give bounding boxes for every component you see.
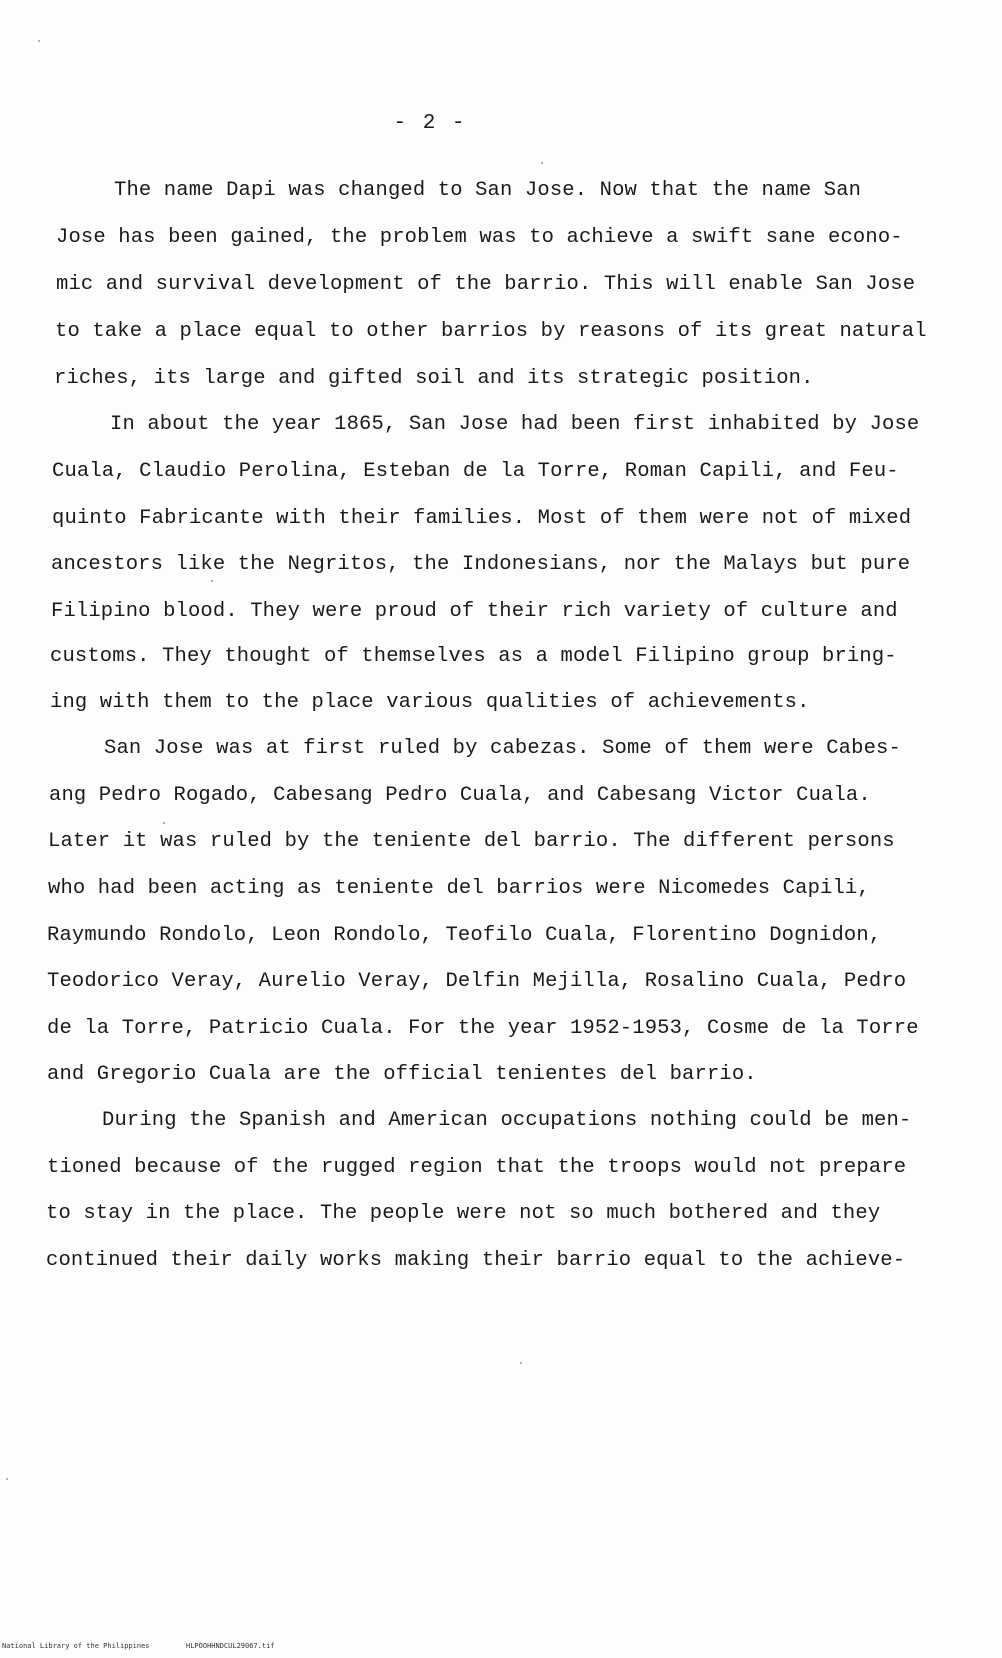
text-line: tioned because of the rugged region that the troops would not prepare bbox=[47, 1156, 907, 1179]
text-line: ang Pedro Rogado, Cabesang Pedro Cuala, and Cabesang Victor Cuala. bbox=[49, 784, 871, 807]
text-line: who had been acting as teniente del barrios were Nicomedes Capili, bbox=[48, 877, 870, 900]
text-line: ing with them to the place various qualities of achievements. bbox=[50, 691, 810, 714]
scan-speck bbox=[38, 40, 40, 42]
text-line: Later it was ruled by the teniente del barrio. The different persons bbox=[48, 830, 895, 853]
text-line: de la Torre, Patricio Cuala. For the year 1952-1953, Cosme de la Torre bbox=[47, 1017, 919, 1040]
scan-speck bbox=[541, 162, 543, 164]
text-line: San Jose was at first ruled by cabezas. Some of them were Cabes- bbox=[104, 737, 901, 760]
text-line: During the Spanish and American occupations nothing could be men- bbox=[102, 1109, 912, 1132]
text-line: continued their daily works making their barrio equal to the achieve- bbox=[46, 1249, 906, 1272]
scan-speck bbox=[520, 1362, 522, 1364]
text-line: In about the year 1865, San Jose had been first inhabited by Jose bbox=[110, 413, 920, 436]
footer-filename: HLPOOHHNDCUL29067.tif bbox=[186, 1642, 275, 1650]
text-line: quinto Fabricante with their families. Most of them were not of mixed bbox=[52, 507, 912, 530]
text-line: Jose has been gained, the problem was to achieve a swift sane econo- bbox=[56, 226, 903, 249]
footer-library: National Library of the Philippines bbox=[2, 1642, 150, 1650]
text-line: ancestors like the Negritos, the Indonesians, nor the Malays but pure bbox=[51, 553, 911, 576]
text-line: to stay in the place. The people were not so much bothered and they bbox=[46, 1202, 881, 1225]
scan-speck bbox=[211, 580, 213, 582]
text-line: Raymundo Rondolo, Leon Rondolo, Teofilo Cuala, Florentino Dognidon, bbox=[47, 924, 882, 947]
text-line: riches, its large and gifted soil and its strategic position. bbox=[54, 367, 814, 390]
text-line: and Gregorio Cuala are the official tenientes del barrio. bbox=[47, 1063, 757, 1086]
text-line: The name Dapi was changed to San Jose. Now that the name San bbox=[114, 179, 862, 202]
scan-speck bbox=[163, 822, 165, 824]
text-line: to take a place equal to other barrios by reasons of its great natural bbox=[55, 320, 927, 343]
text-line: mic and survival development of the barrio. This will enable San Jose bbox=[56, 273, 916, 296]
scan-speck bbox=[6, 1478, 8, 1480]
text-line: Cuala, Claudio Perolina, Esteban de la Torre, Roman Capili, and Feu- bbox=[52, 460, 899, 483]
text-line: Teodorico Veray, Aurelio Veray, Delfin Mejilla, Rosalino Cuala, Pedro bbox=[47, 970, 907, 993]
text-line: customs. They thought of themselves as a model Filipino group bring- bbox=[50, 645, 897, 668]
page-number: - 2 - bbox=[393, 112, 467, 135]
text-line: Filipino blood. They were proud of their rich variety of culture and bbox=[51, 600, 898, 623]
